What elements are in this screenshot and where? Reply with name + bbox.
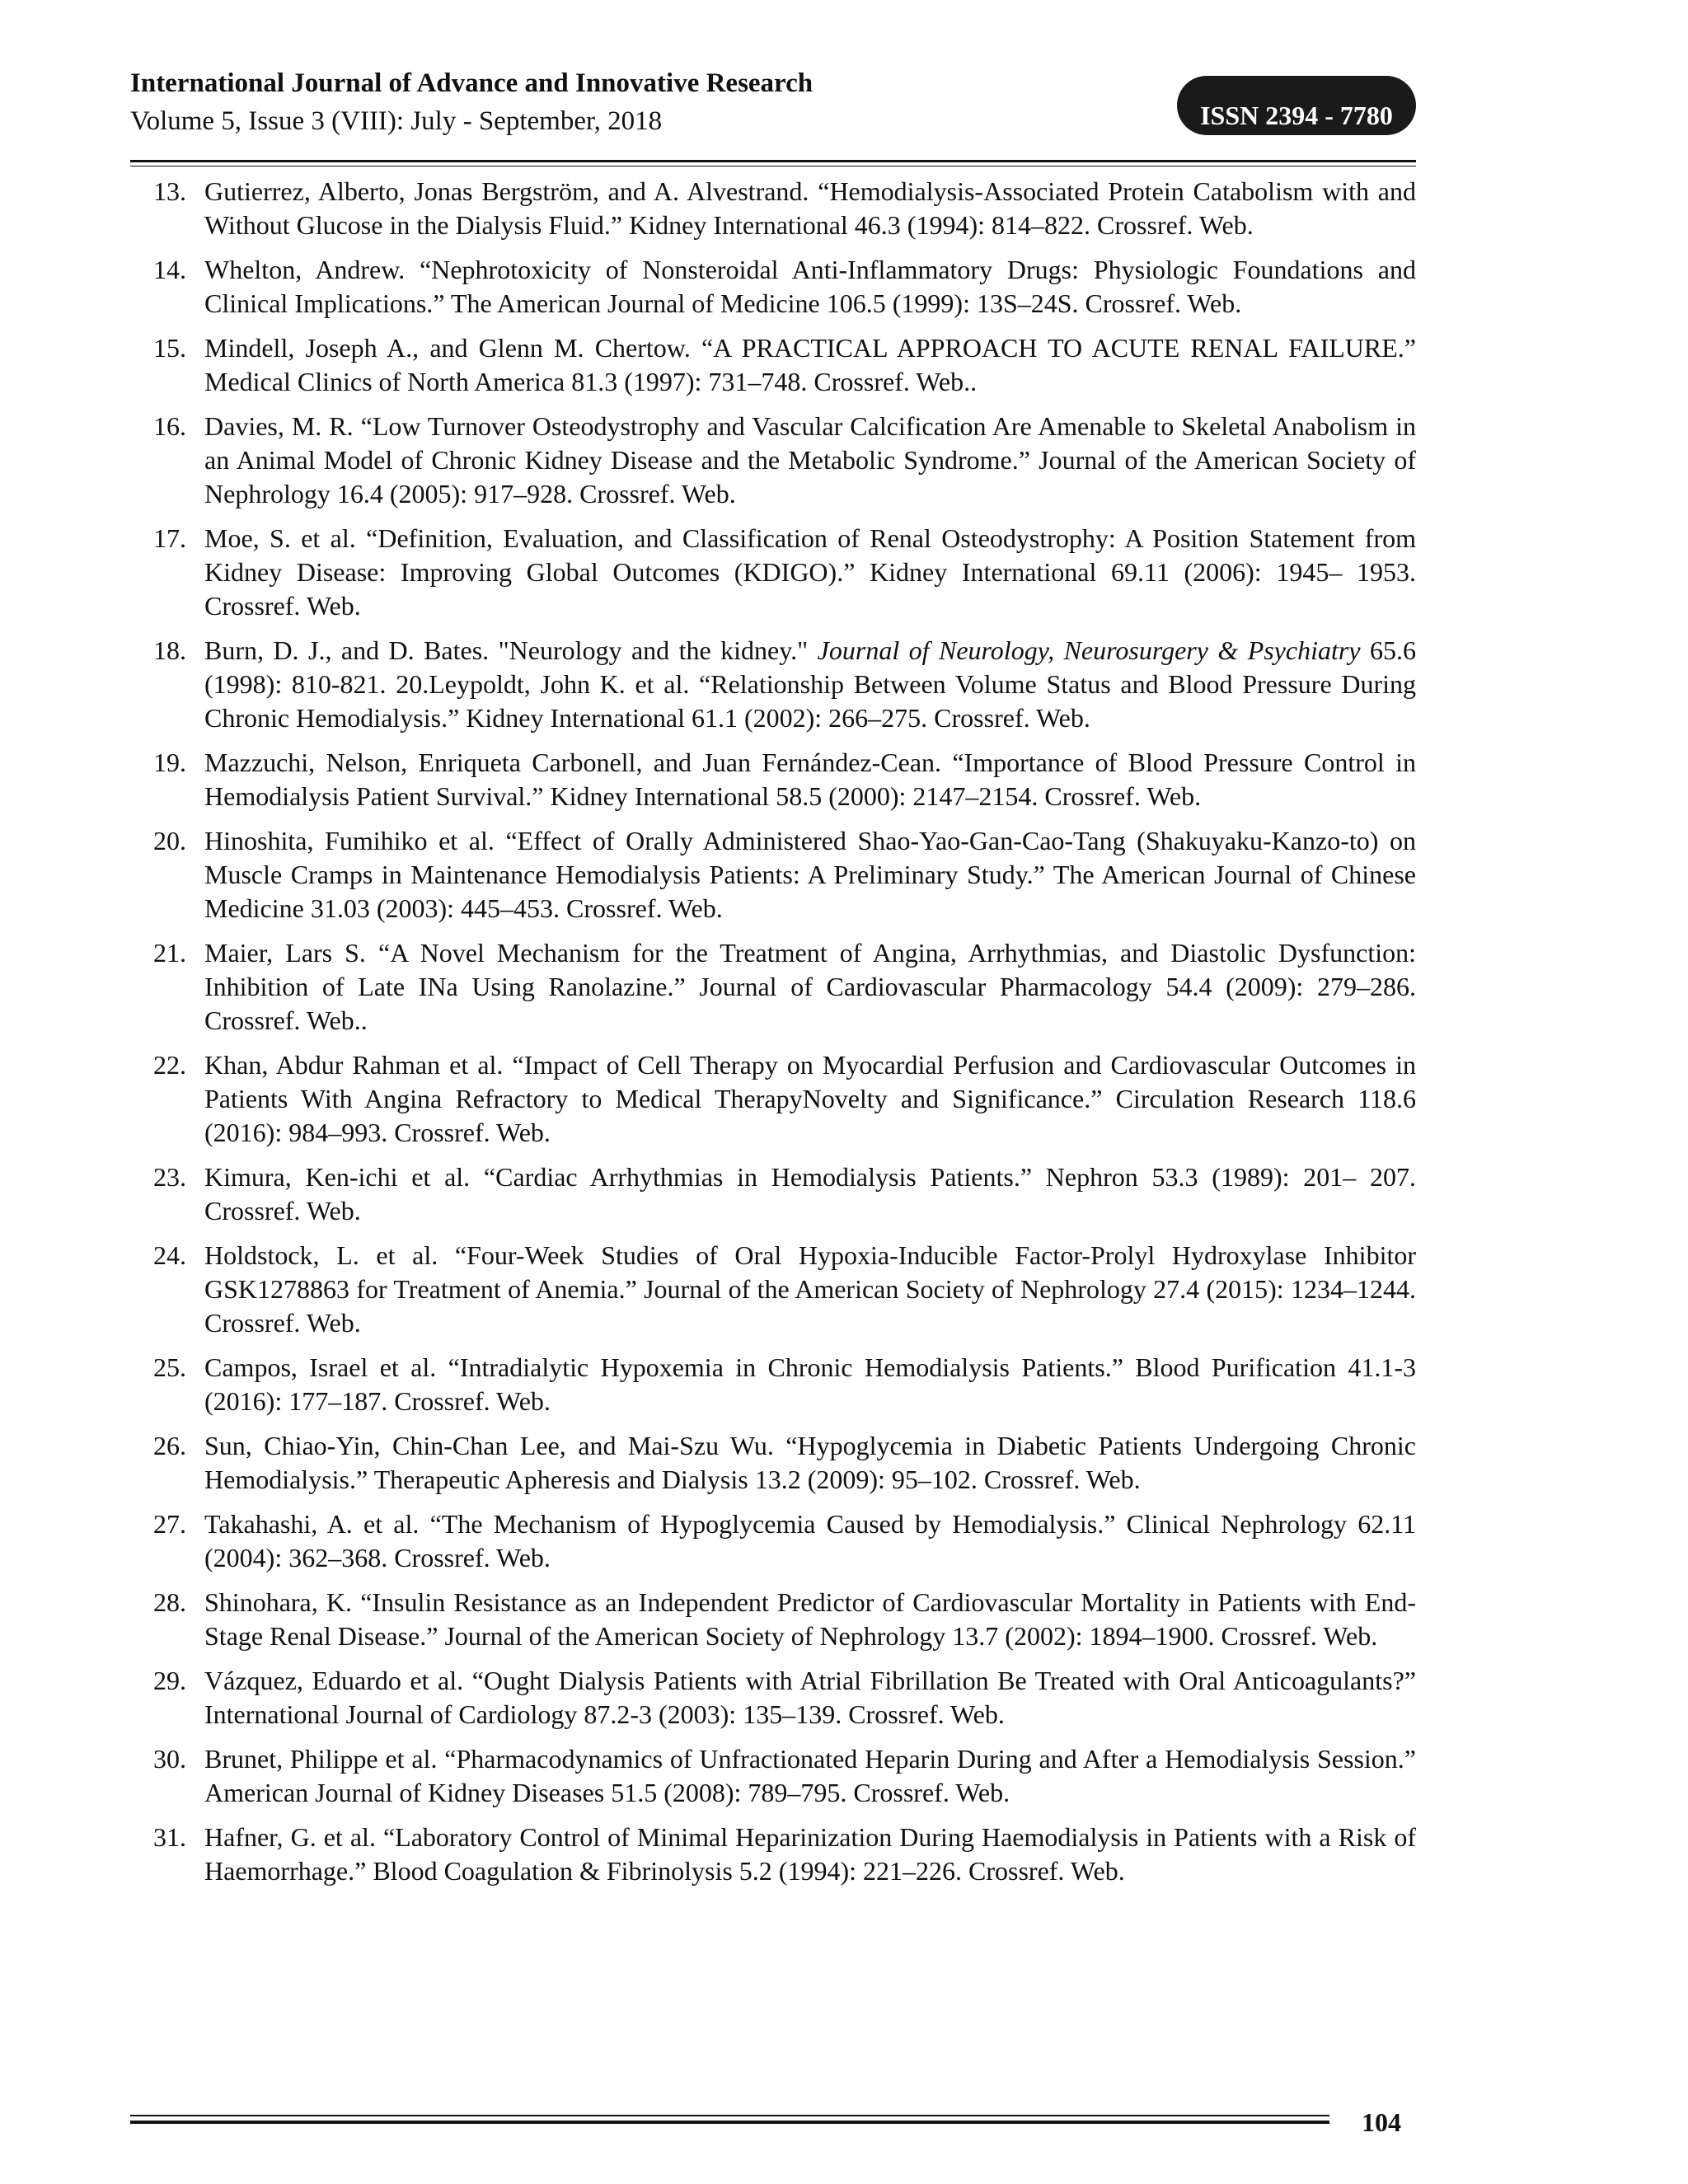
reference-number: 14. — [153, 255, 186, 284]
reference-text: Takahashi, A. et al. “The Mechanism of Hypoglycemia Caused by Hemodialysis.” Clinical Nephrology 62.11 (2004): 362–368. Crossref. Web. — [204, 1509, 1416, 1572]
reference-item — [130, 1821, 1416, 1888]
reference-number: 28. — [153, 1587, 186, 1617]
reference-number: 20. — [153, 826, 186, 855]
reference-text: Khan, Abdur Rahman et al. “Impact of Cell Therapy on Myocardial Perfusion and Cardiovascular Outcomes in Patients With Angina Refractory to Medical TherapyNovelty and Significance.” Circulation Research 118.6 (2016): 984–993. Crossref. Web. — [204, 1050, 1416, 1147]
reference-item — [130, 253, 1416, 321]
reference-number: 31. — [153, 1822, 186, 1852]
reference-text: Davies, M. R. “Low Turnover Osteodystrophy and Vascular Calcification Are Amenable to Skeletal Anabolism in an Animal Model of Chronic Kidney Disease and the Metabolic Syndrome.” Journal of the American Society of Nephrology 16.4 (2005): 917–928. Crossref. Web. — [204, 411, 1416, 509]
reference-text: Moe, S. et al. “Definition, Evaluation, and Classification of Renal Osteodystrophy: A Position Statement from Kidney Disease: Improving Global Outcomes (KDIGO).” Kidney International 69.11 (2006): 1945– 1953. Crossref. Web. — [204, 523, 1416, 621]
reference-number: 17. — [153, 523, 186, 553]
reference-number: 29. — [153, 1666, 186, 1695]
reference-text: Gutierrez, Alberto, Jonas Bergström, and A. Alvestrand. “Hemodialysis-Associated Protein Catabolism with and Without Glucose in the Dialysis Fluid.” Kidney International 46.3 (1994): 814–822. Crossref. Web. — [204, 176, 1416, 240]
footer-rule-lower — [130, 2121, 1329, 2124]
reference-number: 15. — [153, 333, 186, 363]
issn-badge: ISSN 2394 - 7780 — [1177, 76, 1416, 135]
reference-number: 25. — [153, 1352, 186, 1382]
reference-text: Shinohara, K. “Insulin Resistance as an Independent Predictor of Cardiovascular Mortality in Patients with End-Stage Renal Disease.” Journal of the American Society of Nephrology 13.7 (2002): 1894–1900. Crossref. Web. — [204, 1587, 1416, 1651]
reference-item — [130, 1048, 1416, 1150]
reference-text: Hafner, G. et al. “Laboratory Control of Minimal Heparinization During Haemodialysis in Patients with a Risk of Haemorrhage.” Blood Coagulation & Fibrinolysis 5.2 (1994): 221–226. Crossref. Web. — [204, 1822, 1416, 1886]
reference-text: Mazzuchi, Nelson, Enriqueta Carbonell, and Juan Fernández-Cean. “Importance of Blood Pressure Control in Hemodialysis Patient Survival.” Kidney International 58.5 (2000): 2147–2154. Crossref. Web. — [204, 748, 1416, 811]
reference-text: Mindell, Joseph A., and Glenn M. Chertow. “A PRACTICAL APPROACH TO ACUTE RENAL FAILURE.” Medical Clinics of North America 81.3 (1997): 731–748. Crossref. Web.. — [204, 333, 1416, 396]
reference-number: 18. — [153, 635, 186, 665]
reference-item — [130, 1742, 1416, 1810]
reference-item — [130, 1429, 1416, 1497]
reference-item — [130, 522, 1416, 623]
reference-number: 21. — [153, 938, 186, 968]
reference-text — [204, 634, 1416, 735]
volume-issue-line: Volume 5, Issue 3 (VIII): July - September, 2018 — [130, 106, 663, 136]
footer-rule-upper — [130, 2115, 1329, 2116]
reference-text: Vázquez, Eduardo et al. “Ought Dialysis Patients with Atrial Fibrillation Be Treated with Oral Anticoagulants?” International Journal of Cardiology 87.2-3 (2003): 135–139. Crossref. Web. — [204, 1666, 1416, 1729]
reference-list — [130, 175, 1416, 1899]
reference-text: Whelton, Andrew. “Nephrotoxicity of Nonsteroidal Anti-Inflammatory Drugs: Physiologic Foundations and Clinical Implications.” The American Journal of Medicine 106.5 (1999): 13S–24S. Crossref. Web. — [204, 255, 1416, 318]
reference-number: 26. — [153, 1431, 186, 1460]
reference-item — [130, 175, 1416, 242]
reference-number: 13. — [153, 176, 186, 206]
reference-number: 24. — [153, 1240, 186, 1270]
reference-text: Holdstock, L. et al. “Four-Week Studies of Oral Hypoxia-Inducible Factor-Prolyl Hydroxylase Inhibitor GSK1278863 for Treatment of Anemia.” Journal of the American Society of Nephrology 27.4 (2015): 1234–1244. Crossref. Web. — [204, 1240, 1416, 1338]
reference-text-post: 65.6 (1998): 810-821. 20.Leypoldt, John K. et al. “Relationship Between Volume Status and Blood Pressure During Chronic Hemodialysis.” Kidney International 61.1 (2002): 266–275. Crossref. Web. — [204, 635, 1417, 733]
reference-number: 16. — [153, 411, 186, 441]
reference-number: 23. — [153, 1162, 186, 1192]
reference-item — [130, 1239, 1416, 1340]
reference-text: Hinoshita, Fumihiko et al. “Effect of Orally Administered Shao-Yao-Gan-Cao-Tang (Shakuyaku-Kanzo-to) on Muscle Cramps in Maintenance Hemodialysis Patients: A Preliminary Study.” The American Journal of Chinese Medicine 31.03 (2003): 445–453. Crossref. Web. — [204, 826, 1416, 923]
page-number: 104 — [1362, 2107, 1401, 2137]
reference-text: Sun, Chiao-Yin, Chin-Chan Lee, and Mai-Szu Wu. “Hypoglycemia in Diabetic Patients Undergoing Chronic Hemodialysis.” Therapeutic Apheresis and Dialysis 13.2 (2009): 95–102. Crossref. Web. — [204, 1431, 1416, 1494]
reference-text: Brunet, Philippe et al. “Pharmacodynamics of Unfractionated Heparin During and After a Hemodialysis Session.” American Journal of Kidney Diseases 51.5 (2008): 789–795. Crossref. Web. — [204, 1744, 1416, 1807]
reference-item — [130, 824, 1416, 926]
reference-item — [130, 634, 1416, 735]
journal-title: International Journal of Advance and Innovative Research — [130, 68, 814, 98]
reference-item — [130, 331, 1416, 399]
reference-item — [130, 1586, 1416, 1653]
reference-journal-italic: Journal of Neurology, Neurosurgery & Psychiatry — [817, 635, 1361, 665]
reference-number: 27. — [153, 1509, 186, 1539]
reference-item — [130, 936, 1416, 1038]
reference-number: 30. — [153, 1744, 186, 1774]
reference-number: 19. — [153, 748, 186, 777]
reference-item — [130, 410, 1416, 511]
reference-text: Maier, Lars S. “A Novel Mechanism for the Treatment of Angina, Arrhythmias, and Diastolic Dysfunction: Inhibition of Late INa Using Ranolazine.” Journal of Cardiovascular Pharmacology 54.4 (2009): 279–286. Crossref. Web.. — [204, 938, 1416, 1035]
reference-item — [130, 746, 1416, 813]
reference-number: 22. — [153, 1050, 186, 1080]
reference-item — [130, 1351, 1416, 1418]
reference-text: Kimura, Ken-ichi et al. “Cardiac Arrhythmias in Hemodialysis Patients.” Nephron 53.3 (1989): 201– 207. Crossref. Web. — [204, 1162, 1416, 1226]
reference-text: Campos, Israel et al. “Intradialytic Hypoxemia in Chronic Hemodialysis Patients.” Blood Purification 41.1-3 (2016): 177–187. Crossref. Web. — [204, 1352, 1416, 1416]
reference-item — [130, 1507, 1416, 1575]
reference-item — [130, 1160, 1416, 1228]
reference-text-pre: Burn, D. J., and D. Bates. "Neurology and the kidney." — [204, 635, 818, 665]
reference-item — [130, 1664, 1416, 1732]
header-rule-thick — [130, 160, 1416, 162]
